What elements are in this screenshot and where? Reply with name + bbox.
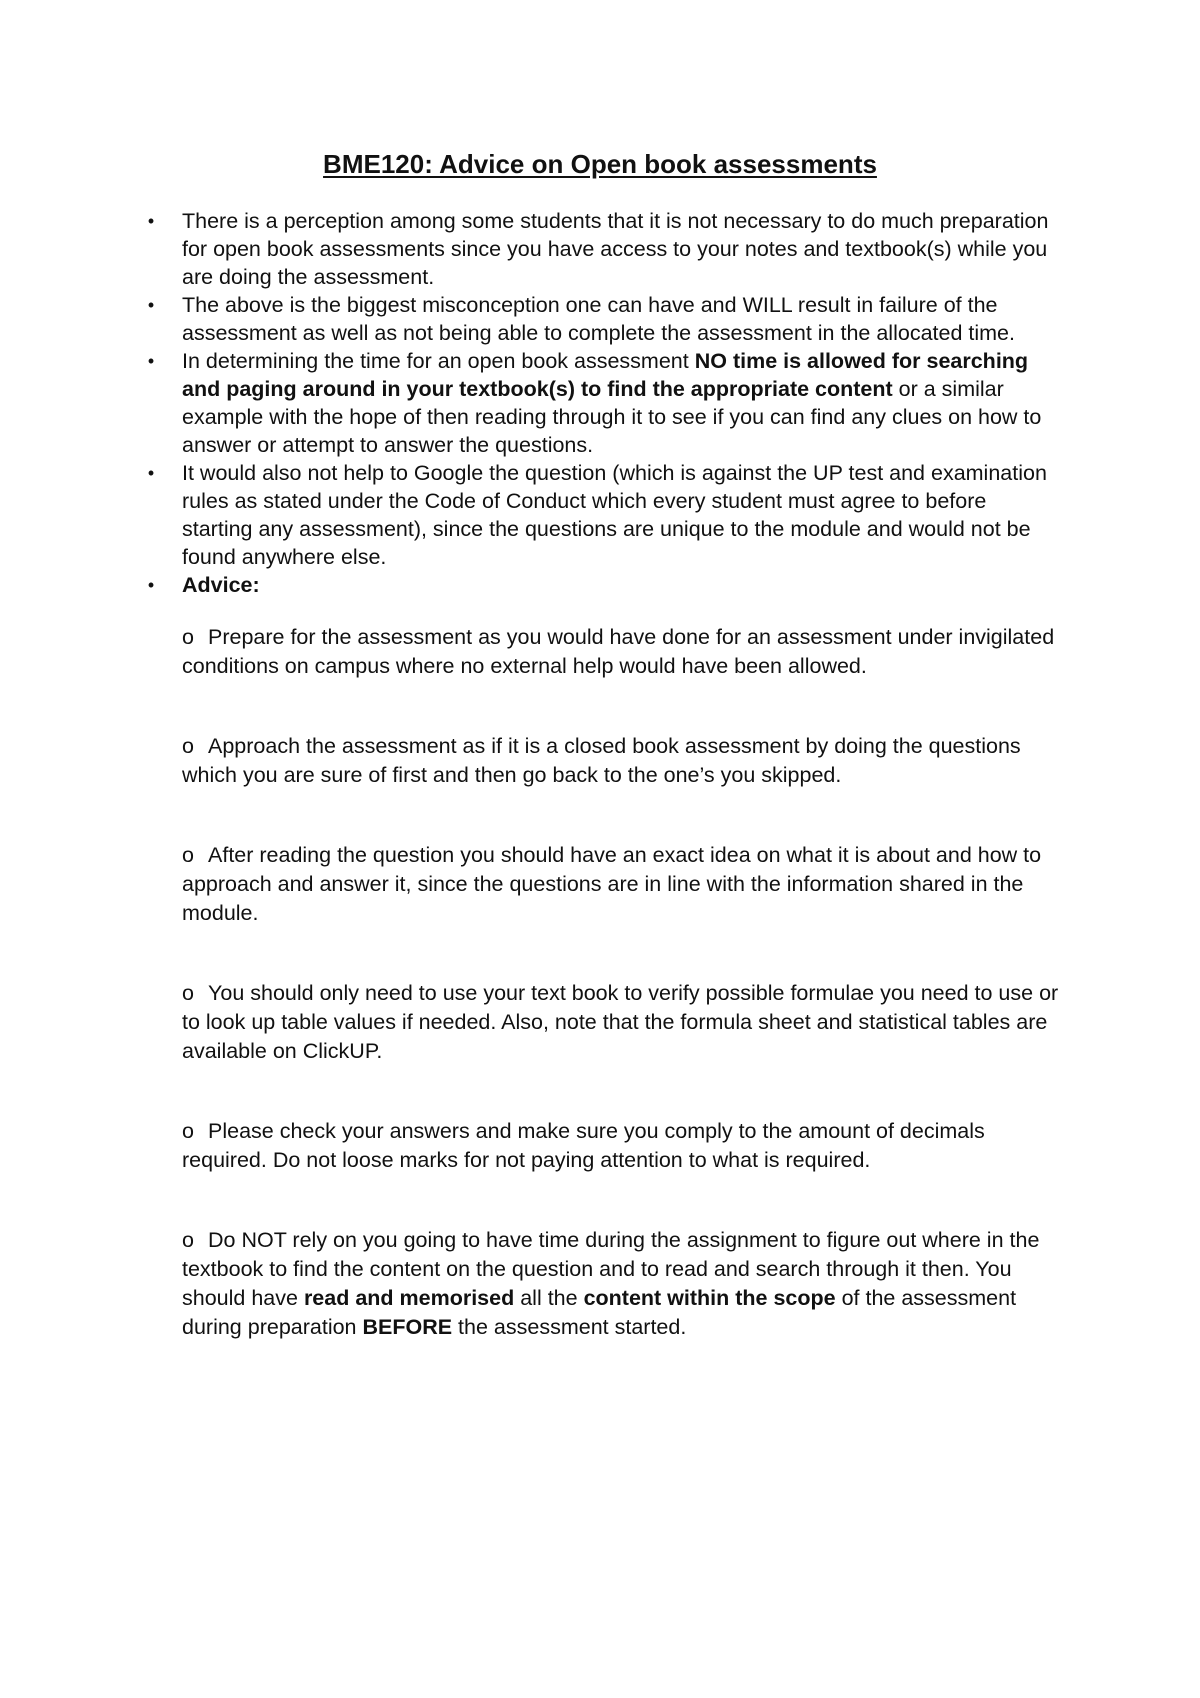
document-title: BME120: Advice on Open book assessments: [323, 149, 877, 179]
bullet-point-advice: [147, 571, 1062, 1342]
bullet-text: The above is the biggest misconception one can have and WILL result in failure of the assessment as well as not being able to complete the assessment in the allocated time.: [182, 293, 1015, 345]
circle-bullet-icon: o: [182, 981, 194, 1005]
advice-text: After reading the question you should have an exact idea on what it is about and how to approach and answer it, since the questions are in line with the information shared in the module.: [182, 843, 1042, 925]
circle-bullet-icon: o: [182, 625, 194, 649]
advice-item: [182, 1117, 1062, 1175]
bullet-point: [147, 347, 1062, 459]
advice-item: [182, 979, 1062, 1066]
advice-text: the assessment started.: [452, 1315, 687, 1339]
advice-item: [182, 732, 1062, 790]
bullet-text: There is a perception among some students that it is not necessary to do much preparation for open book assessments since you have access to your notes and textbook(s) while you are doing the assessment.: [182, 209, 1049, 289]
bullet-icon: •: [147, 463, 155, 483]
advice-text: Prepare for the assessment as you would have done for an assessment under invigilated conditions on campus where no external help would have been allowed.: [182, 625, 1055, 678]
advice-text-bold: read and memorised: [303, 1286, 515, 1310]
advice-text: Please check your answers and make sure you comply to the amount of decimals required. Do not loose marks for not paying attention to what is required.: [182, 1119, 985, 1172]
advice-text: Approach the assessment as if it is a closed book assessment by doing the questions which you are sure of first and then go back to the one’s you skipped.: [182, 734, 1021, 787]
bullet-text-bold: NO time is allowed for searching and paging around in your textbook(s) to find the appropriate content: [182, 349, 1029, 401]
advice-heading: Advice:: [182, 573, 260, 597]
advice-item: [182, 1226, 1062, 1342]
advice-text-bold: content within the scope: [583, 1286, 836, 1310]
advice-text: all the: [514, 1286, 584, 1310]
bullet-icon: •: [147, 575, 155, 595]
advice-item: [182, 623, 1062, 681]
bullet-icon: •: [147, 211, 155, 231]
advice-text-bold: BEFORE: [362, 1315, 453, 1339]
bullet-icon: •: [147, 351, 155, 371]
advice-list: [182, 623, 1062, 1342]
circle-bullet-icon: o: [182, 1228, 194, 1252]
bullet-point: [147, 291, 1062, 347]
advice-text: Do NOT rely on you going to have time during the assignment to figure out where in the textbook to find the content on the question and to read and search through it then. You should have: [182, 1228, 1040, 1310]
bullet-icon: •: [147, 295, 155, 315]
bullet-text: or a similar example with the hope of then reading through it to see if you can find any clues on how to answer or attempt to answer the questions.: [182, 377, 1042, 457]
bullet-point: [147, 207, 1062, 291]
advice-text: You should only need to use your text book to verify possible formulae you need to use or to look up table values if needed. Also, note that the formula sheet and statistical tables are available on ClickUP.: [182, 981, 1059, 1063]
circle-bullet-icon: o: [182, 1119, 194, 1143]
bullet-text: In determining the time for an open book assessment: [182, 349, 695, 373]
circle-bullet-icon: o: [182, 843, 194, 867]
advice-text: of the assessment during preparation: [182, 1286, 1017, 1339]
bullet-list: [147, 207, 1062, 1342]
circle-bullet-icon: o: [182, 734, 194, 758]
bullet-point: [147, 459, 1062, 571]
advice-item: [182, 841, 1062, 928]
bullet-text: It would also not help to Google the question (which is against the UP test and examination rules as stated under the Code of Conduct which every student must agree to before starting any assessment), since the questions are unique to the module and would not be found anywhere else.: [182, 461, 1047, 569]
